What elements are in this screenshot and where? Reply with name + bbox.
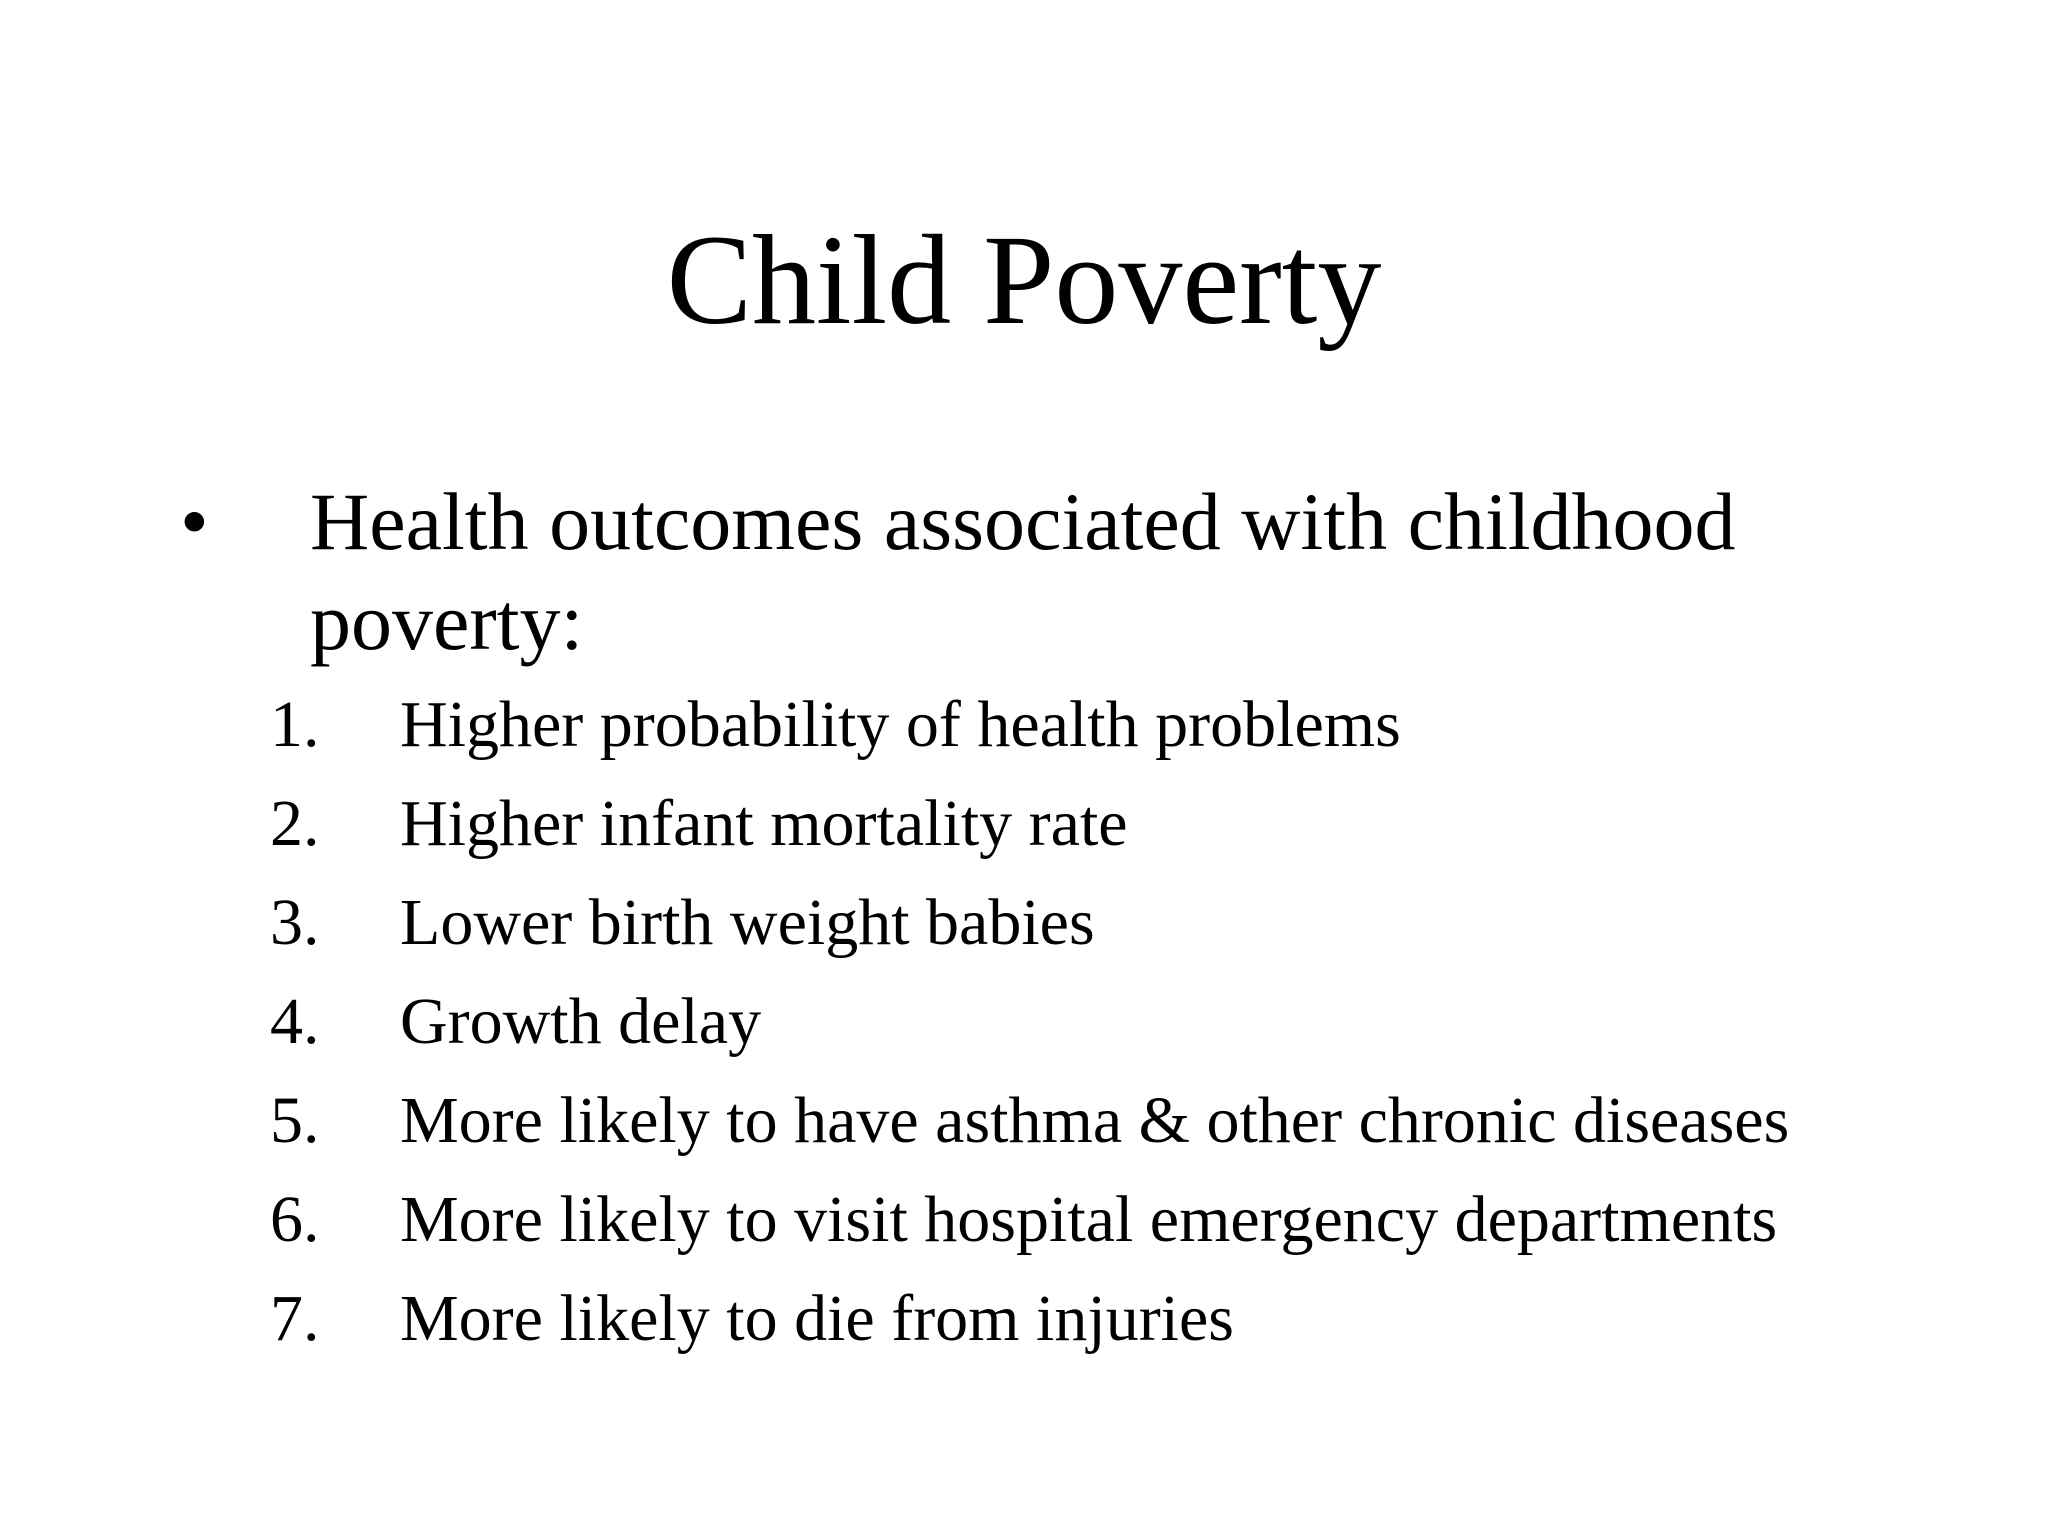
list-item-number: 7. <box>270 1282 320 1355</box>
list-item-text: Lower birth weight babies <box>400 886 1095 959</box>
slide-title: Child Poverty <box>666 209 1382 351</box>
list-item-text: More likely to die from injuries <box>400 1282 1234 1355</box>
list-item <box>270 774 1970 873</box>
list-item-number: 2. <box>270 787 320 860</box>
list-item-number: 4. <box>270 985 320 1058</box>
list-item <box>270 972 1970 1071</box>
list-item <box>270 1071 1970 1170</box>
list-item <box>270 873 1970 972</box>
list-item-text: Higher probability of health problems <box>400 688 1401 761</box>
list-item-number: 3. <box>270 886 320 959</box>
list-item <box>270 675 1970 774</box>
bullet-marker: • <box>180 476 209 567</box>
list-item-number: 6. <box>270 1183 320 1256</box>
list-item-number: 5. <box>270 1084 320 1157</box>
list-item-text: More likely to visit hospital emergency departments <box>400 1183 1778 1256</box>
list-item <box>270 1170 1970 1269</box>
main-bullet <box>180 472 1980 672</box>
list-item <box>270 1269 1970 1368</box>
list-item-text: Growth delay <box>400 985 762 1058</box>
list-item-text: Higher infant mortality rate <box>400 787 1128 860</box>
bullet-text: Health outcomes associated with childhood poverty: <box>310 476 1736 667</box>
outcomes-list <box>270 675 1970 1368</box>
list-item-text: More likely to have asthma & other chronic diseases <box>400 1084 1790 1157</box>
list-item-number: 1. <box>270 688 320 761</box>
